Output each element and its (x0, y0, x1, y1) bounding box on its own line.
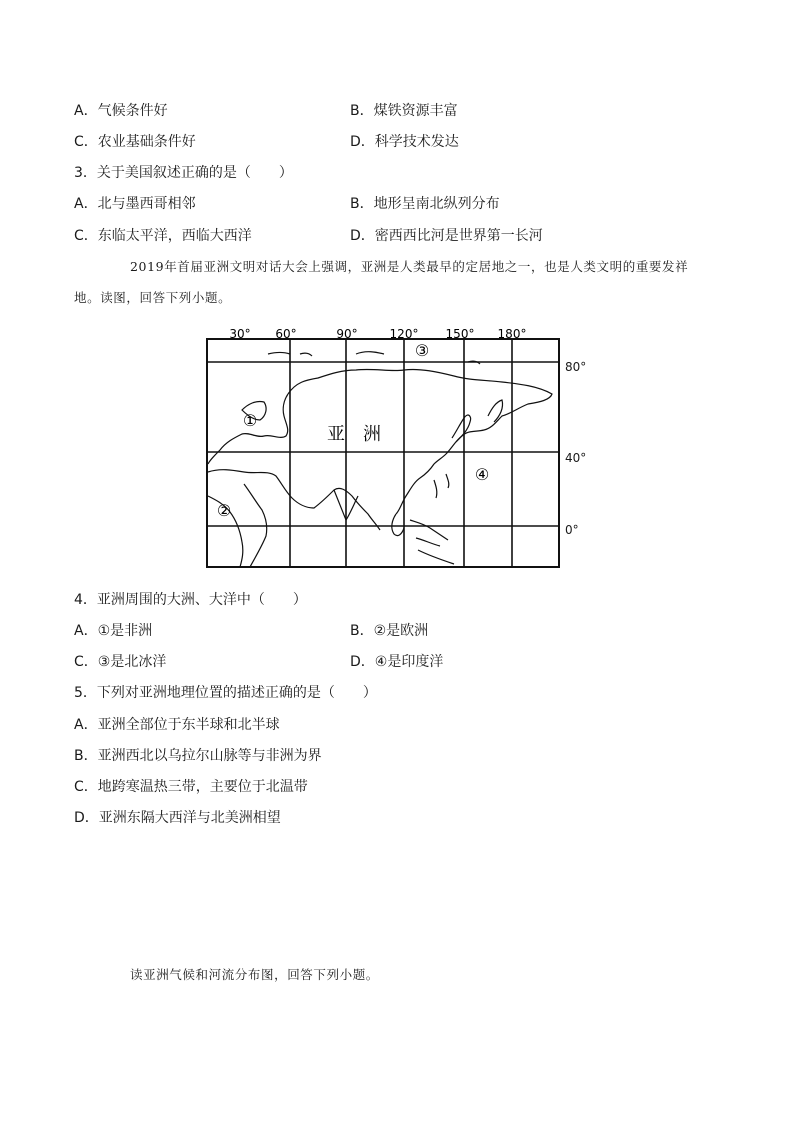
coastlines (208, 352, 552, 567)
q5-option-b: B．亚洲西北以乌拉尔山脉等与非洲为界 (74, 748, 322, 764)
q5-option-c: C．地跨寒温热三带，主要位于北温带 (74, 779, 308, 795)
passage-line-2: 地。读图，回答下列小题。 (74, 290, 232, 305)
q3-stem: 3．关于美国叙述正确的是（ ） (74, 165, 293, 181)
q4-option-d: D．④是印度洋 (350, 654, 444, 670)
marker-1: ① (242, 411, 258, 430)
q5-option-a: A．亚洲全部位于东半球和北半球 (74, 717, 280, 733)
asia-map (206, 324, 566, 570)
marker-3: ③ (414, 341, 430, 360)
q2-option-c: C．农业基础条件好 (74, 134, 196, 150)
lon-label-180: 180° (497, 327, 527, 341)
lon-label-30: 30° (229, 327, 251, 341)
lat-label-80: 80° (565, 360, 587, 374)
lon-label-120: 120° (389, 327, 419, 341)
lon-label-150: 150° (445, 327, 475, 341)
q5-stem: 5．下列对亚洲地理位置的描述正确的是（ ） (74, 685, 377, 701)
q4-option-b: B．②是欧洲 (350, 623, 429, 639)
q3-option-a: A．北与墨西哥相邻 (74, 196, 196, 212)
marker-2: ② (216, 501, 232, 520)
q3-option-c: C．东临太平洋，西临大西洋 (74, 228, 252, 244)
passage-2: 读亚洲气候和河流分布图，回答下列小题。 (130, 967, 379, 982)
q4-option-c: C．③是北冰洋 (74, 654, 167, 670)
q5-option-d: D．亚洲东隔大西洋与北美洲相望 (74, 810, 281, 826)
map-frame (207, 339, 559, 567)
asia-map-svg (206, 324, 566, 570)
continent-label: 亚 洲 (327, 424, 381, 445)
q2-option-a: A．气候条件好 (74, 103, 168, 119)
marker-4: ④ (474, 465, 490, 484)
lat-label-40: 40° (565, 451, 587, 465)
q4-stem: 4．亚洲周围的大洲、大洋中（ ） (74, 592, 307, 608)
q3-option-d: D．密西西比河是世界第一长河 (350, 228, 543, 244)
q3-option-b: B．地形呈南北纵列分布 (350, 196, 500, 212)
q4-option-a: A．①是非洲 (74, 623, 153, 639)
lon-label-90: 90° (336, 327, 358, 341)
lat-label-0: 0° (565, 523, 579, 537)
q2-option-d: D．科学技术发达 (350, 134, 459, 150)
lon-label-60: 60° (275, 327, 297, 341)
q2-option-b: B．煤铁资源丰富 (350, 103, 458, 119)
map-grid (207, 339, 559, 567)
passage-line-1: 2019年首届亚洲文明对话大会上强调，亚洲是人类最早的定居地之一，也是人类文明的重要发祥 (130, 259, 689, 274)
